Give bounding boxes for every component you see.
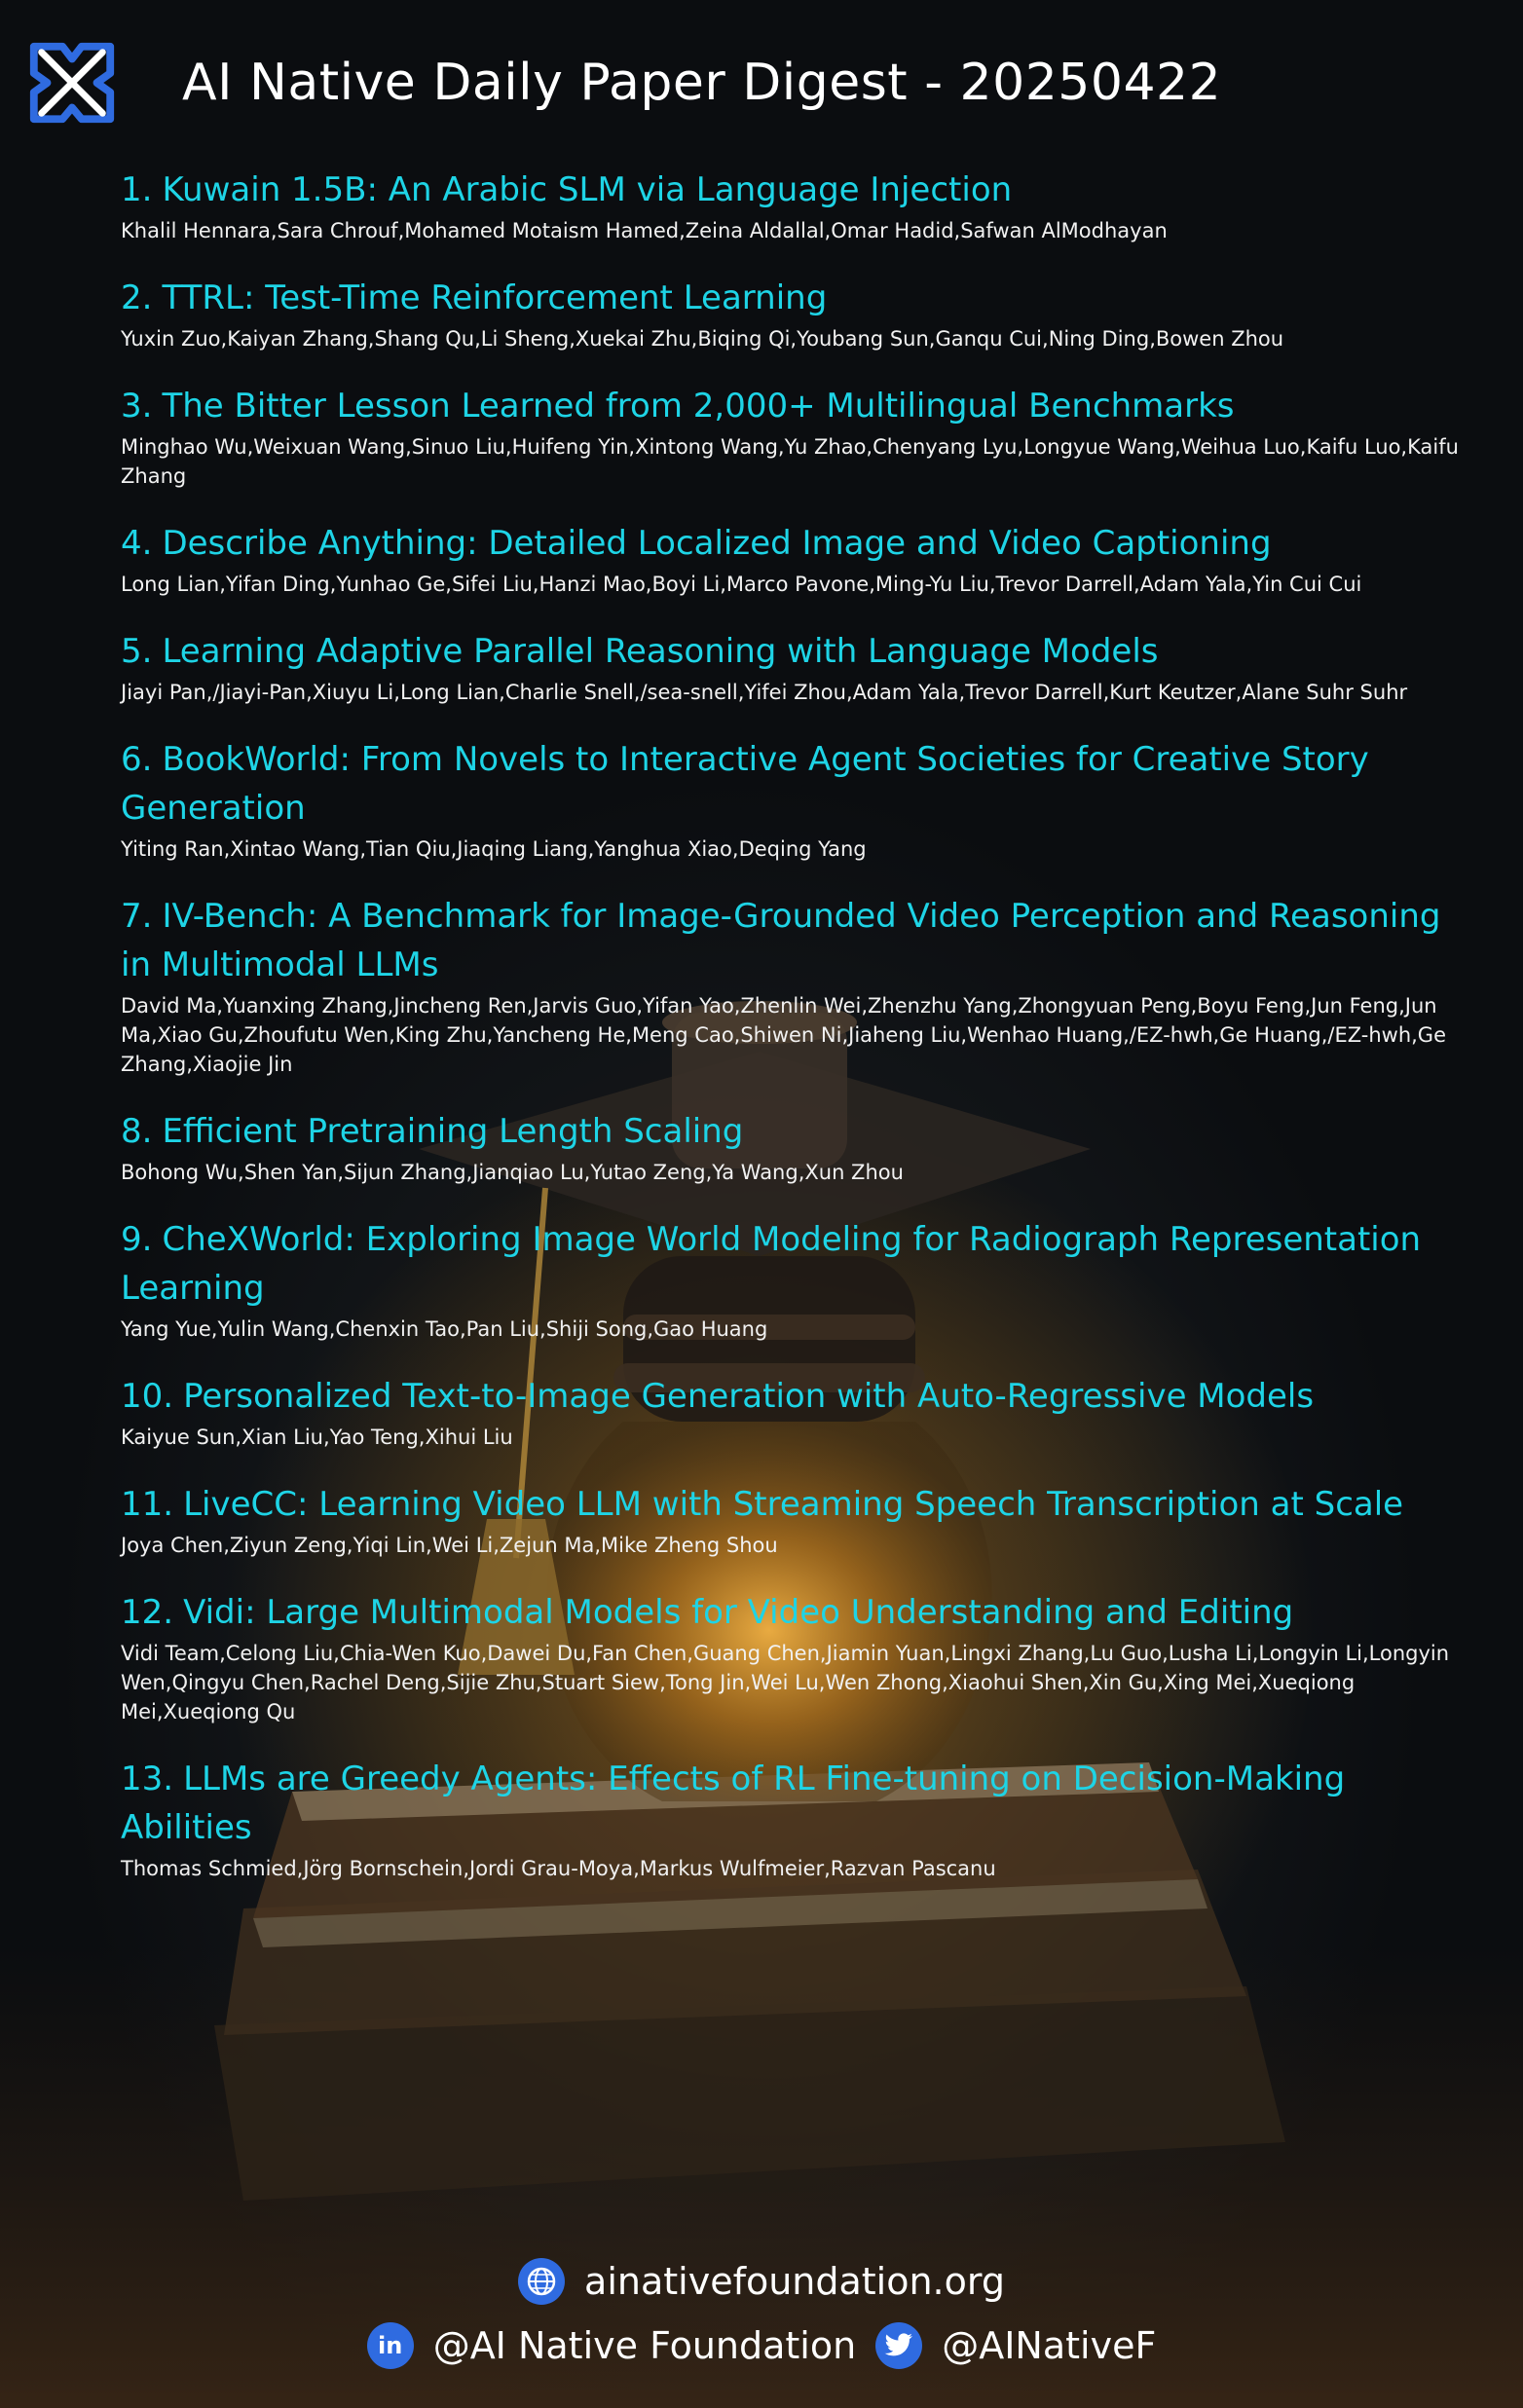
paper-number: 6.: [121, 740, 153, 779]
paper-number: 13.: [121, 1760, 174, 1798]
paper-title-link[interactable]: [121, 382, 1474, 430]
paper-title-text: LLMs are Greedy Agents: Effects of RL Fine-tuning on Decision-Making Abilities: [121, 1760, 1346, 1847]
paper-authors: Yang Yue,Yulin Wang,Chenxin Tao,Pan Liu,Shiji Song,Gao Huang: [121, 1317, 768, 1341]
paper-number: 1.: [121, 170, 153, 209]
ai-native-logo-icon[interactable]: [24, 35, 120, 130]
paper-authors: David Ma,Yuanxing Zhang,Jincheng Ren,Jarvis Guo,Yifan Yao,Zhenlin Wei,Zhenzhu Yang,Zhongyuan Peng,Boyu Feng,Jun Feng,Jun Ma,Xiao Gu,Zhoufutu Wen,King Zhu,Yancheng He,Meng Cao,Shiwen Ni,Jiaheng Liu,Wenhao Huang,/EZ-hwh,Ge Huang,/EZ-hwh,Ge Zhang,Xiaojie Jin: [121, 994, 1446, 1076]
paper-item: [121, 1755, 1474, 1883]
paper-number: 4.: [121, 524, 153, 563]
linkedin-link[interactable]: @AI Native Foundation: [432, 2324, 857, 2367]
paper-number: 2.: [121, 278, 153, 317]
paper-item: [121, 382, 1474, 491]
linkedin-icon: in: [367, 2322, 414, 2369]
website-link[interactable]: ainativefoundation.org: [584, 2260, 1005, 2303]
paper-title-text: The Bitter Lesson Learned from 2,000+ Multilingual Benchmarks: [162, 387, 1235, 426]
paper-title-text: Kuwain 1.5B: An Arabic SLM via Language Injection: [162, 170, 1013, 209]
paper-item: [121, 1107, 1474, 1187]
paper-authors: Vidi Team,Celong Liu,Chia-Wen Kuo,Dawei Du,Fan Chen,Guang Chen,Jiamin Yuan,Lingxi Zhang,Lu Guo,Lusha Li,Longyin Li,Longyin Wen,Qingyu Chen,Rachel Deng,Sijie Zhu,Stuart Siew,Tong Jin,Wei Lu,Wen Zhong,Xiaohui Shen,Xin Gu,Xing Mei,Xueqiong Mei,Xueqiong Qu: [121, 1642, 1450, 1723]
footer: [0, 2249, 1523, 2378]
twitter-link[interactable]: @AINativeF: [942, 2324, 1157, 2367]
social-row: [0, 2314, 1523, 2378]
paper-title-link[interactable]: [121, 1107, 1474, 1156]
paper-title-text: IV-Bench: A Benchmark for Image-Grounded Video Perception and Reasoning in Multimodal LLMs: [121, 897, 1441, 984]
paper-item: [121, 892, 1474, 1079]
paper-authors: Joya Chen,Ziyun Zeng,Yiqi Lin,Wei Li,Zejun Ma,Mike Zheng Shou: [121, 1534, 778, 1557]
paper-item: [121, 1215, 1474, 1344]
header: [24, 34, 1221, 131]
paper-title-text: Describe Anything: Detailed Localized Image and Video Captioning: [162, 524, 1272, 563]
paper-item: [121, 519, 1474, 599]
paper-title-link[interactable]: [121, 1215, 1474, 1313]
website-row: [0, 2249, 1523, 2314]
paper-number: 7.: [121, 897, 153, 936]
title-text: AI Native Daily Paper Digest -: [182, 54, 960, 112]
paper-item: [121, 627, 1474, 707]
paper-title-link[interactable]: [121, 1755, 1474, 1852]
paper-title-text: Learning Adaptive Parallel Reasoning with Language Models: [162, 632, 1159, 671]
paper-title-text: TTRL: Test-Time Reinforcement Learning: [162, 278, 828, 317]
paper-item: [121, 1480, 1474, 1560]
paper-item: [121, 274, 1474, 353]
paper-title-link[interactable]: [121, 1372, 1474, 1421]
paper-authors: Yuxin Zuo,Kaiyan Zhang,Shang Qu,Li Sheng,Xuekai Zhu,Biqing Qi,Youbang Sun,Ganqu Cui,Ning Ding,Bowen Zhou: [121, 327, 1284, 351]
paper-authors: Khalil Hennara,Sara Chrouf,Mohamed Motaism Hamed,Zeina Aldallal,Omar Hadid,Safwan AlModhayan: [121, 219, 1168, 242]
paper-title-text: LiveCC: Learning Video LLM with Streaming Speech Transcription at Scale: [183, 1485, 1404, 1524]
paper-title-link[interactable]: [121, 1480, 1474, 1529]
paper-title-text: BookWorld: From Novels to Interactive Agent Societies for Creative Story Generation: [121, 740, 1369, 828]
paper-item: [121, 1372, 1474, 1452]
twitter-icon: [875, 2322, 922, 2369]
globe-icon: [518, 2258, 565, 2305]
title-date: 20250422: [959, 54, 1222, 112]
paper-number: 12.: [121, 1593, 174, 1632]
paper-authors: Kaiyue Sun,Xian Liu,Yao Teng,Xihui Liu: [121, 1426, 513, 1449]
paper-authors: Jiayi Pan,/Jiayi-Pan,Xiuyu Li,Long Lian,Charlie Snell,/sea-snell,Yifei Zhou,Adam Yala,Trevor Darrell,Kurt Keutzer,Alane Suhr Suhr: [121, 681, 1408, 704]
paper-number: 9.: [121, 1220, 153, 1259]
paper-number: 3.: [121, 387, 153, 426]
paper-title-text: Vidi: Large Multimodal Models for Video Understanding and Editing: [183, 1593, 1294, 1632]
paper-list: [121, 166, 1474, 1911]
paper-title-link[interactable]: [121, 274, 1474, 322]
paper-number: 11.: [121, 1485, 174, 1524]
paper-item: [121, 166, 1474, 245]
paper-title-link[interactable]: [121, 166, 1474, 214]
paper-item: [121, 735, 1474, 864]
paper-title-link[interactable]: [121, 519, 1474, 568]
paper-item: [121, 1588, 1474, 1726]
paper-number: 5.: [121, 632, 153, 671]
paper-title-text: Efficient Pretraining Length Scaling: [162, 1112, 744, 1151]
paper-title-link[interactable]: [121, 892, 1474, 989]
paper-authors: Yiting Ran,Xintao Wang,Tian Qiu,Jiaqing Liang,Yanghua Xiao,Deqing Yang: [121, 837, 867, 861]
paper-authors: Long Lian,Yifan Ding,Yunhao Ge,Sifei Liu,Hanzi Mao,Boyi Li,Marco Pavone,Ming-Yu Liu,Trevor Darrell,Adam Yala,Yin Cui Cui: [121, 573, 1362, 596]
paper-authors: Thomas Schmied,Jörg Bornschein,Jordi Grau-Moya,Markus Wulfmeier,Razvan Pascanu: [121, 1857, 996, 1880]
paper-title-text: CheXWorld: Exploring Image World Modeling for Radiograph Representation Learning: [121, 1220, 1422, 1308]
paper-number: 10.: [121, 1377, 174, 1416]
paper-title-link[interactable]: [121, 1588, 1474, 1637]
paper-title-link[interactable]: [121, 627, 1474, 676]
paper-authors: Bohong Wu,Shen Yan,Sijun Zhang,Jianqiao Lu,Yutao Zeng,Ya Wang,Xun Zhou: [121, 1161, 904, 1184]
page-title: [182, 54, 1221, 112]
paper-title-text: Personalized Text-to-Image Generation with Auto-Regressive Models: [183, 1377, 1315, 1416]
paper-authors: Minghao Wu,Weixuan Wang,Sinuo Liu,Huifeng Yin,Xintong Wang,Yu Zhao,Chenyang Lyu,Longyue Wang,Weihua Luo,Kaifu Luo,Kaifu Zhang: [121, 435, 1459, 488]
paper-title-link[interactable]: [121, 735, 1474, 833]
paper-number: 8.: [121, 1112, 153, 1151]
